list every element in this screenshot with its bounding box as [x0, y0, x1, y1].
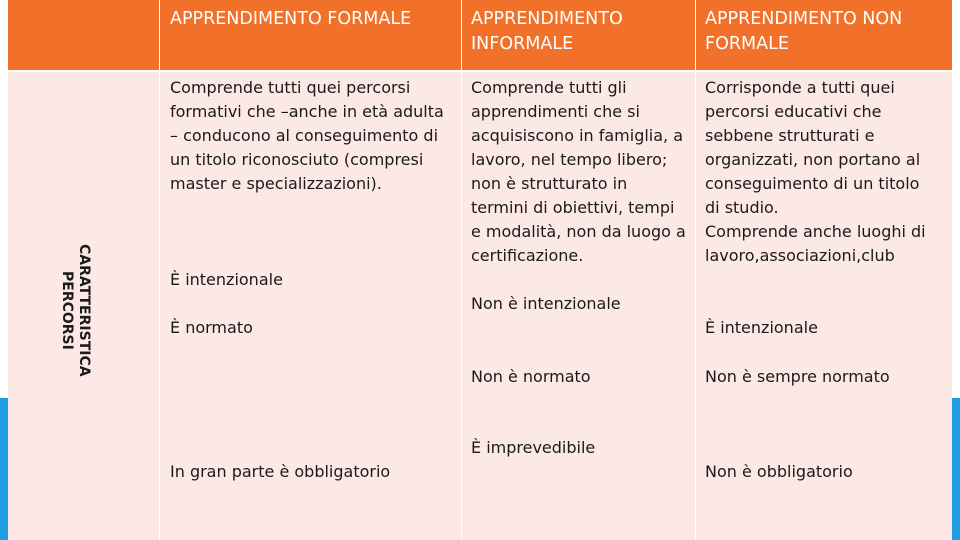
header-line: FORMALE: [705, 34, 789, 54]
text-line: Comprende anche luoghi di: [705, 222, 926, 241]
header-line: INFORMALE: [471, 34, 574, 54]
text-line: Corrisponde a tutti quei: [705, 78, 895, 97]
column-divider: [695, 0, 696, 540]
trait-informale-normato: Non è normato: [471, 367, 591, 386]
header-line: APPRENDIMENTO: [471, 9, 623, 29]
header-divider: [8, 70, 952, 72]
description-non-formale: [705, 76, 952, 268]
text-line: di studio.: [705, 198, 779, 217]
row-label: [58, 244, 92, 377]
column-divider: [159, 0, 160, 540]
trait-informale-intenzionale: Non è intenzionale: [471, 294, 621, 313]
trait-non-formale-normato: Non è sempre normato: [705, 367, 890, 386]
description-formale: [170, 76, 460, 196]
text-line: sebbene strutturati e: [705, 126, 875, 145]
trait-formale-normato: È normato: [170, 318, 253, 337]
header-line: APPRENDIMENTO FORMALE: [170, 9, 412, 29]
trait-formale-intenzionale: È intenzionale: [170, 270, 283, 289]
text-line: lavoro,associazioni,club: [705, 246, 895, 265]
text-line: acquisiscono in famiglia, a: [471, 126, 684, 145]
text-line: non è strutturato in: [471, 174, 628, 193]
text-line: un titolo riconosciuto (compresi: [170, 150, 424, 169]
text-line: apprendimenti che si: [471, 102, 640, 121]
comparison-table: [8, 0, 952, 540]
text-line: master e specializzazioni).: [170, 174, 382, 193]
trait-informale-imprevedibile: È imprevedibile: [471, 438, 596, 457]
header-line: APPRENDIMENTO NON: [705, 9, 903, 29]
text-line: termini di obiettivi, tempi: [471, 198, 675, 217]
row-label-line: CARATTERISTICA: [76, 244, 92, 377]
header-non-formale: [705, 7, 952, 57]
text-line: conseguimento di un titolo: [705, 174, 920, 193]
trait-non-formale-obbligatorio: Non è obbligatorio: [705, 462, 853, 481]
text-line: percorsi educativi che: [705, 102, 882, 121]
header-formale: [170, 7, 460, 32]
text-line: e modalità, non da luogo a: [471, 222, 686, 241]
column-divider: [461, 0, 462, 540]
text-line: organizzati, non portano al: [705, 150, 921, 169]
header-informale: [471, 7, 695, 57]
trait-formale-obbligatorio: In gran parte è obbligatorio: [170, 462, 391, 481]
text-line: – conducono al conseguimento di: [170, 126, 439, 145]
text-line: certificazione.: [471, 246, 584, 265]
text-line: Comprende tutti quei percorsi: [170, 78, 411, 97]
row-label-line: PERCORSI: [59, 270, 75, 350]
description-informale: [471, 76, 695, 268]
text-line: formativi che –anche in età adulta: [170, 102, 444, 121]
text-line: Comprende tutti gli: [471, 78, 627, 97]
text-line: lavoro, nel tempo libero;: [471, 150, 668, 169]
trait-non-formale-intenzionale: È intenzionale: [705, 318, 818, 337]
